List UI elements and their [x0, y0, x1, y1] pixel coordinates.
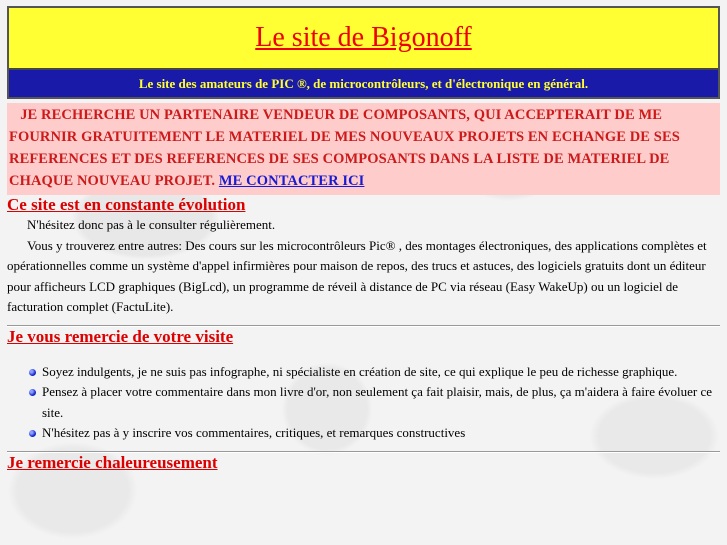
- notice-text: JE RECHERCHE UN PARTENAIRE VENDEUR DE COMPOSANTS, QUI ACCEPTERAIT DE ME FOURNIR GRATUITEMENT LE MATERIEL DE MES NOUVEAUX PROJETS EN ECHANGE DE SES REFERENCES ET DES REFERENCES DE SES COMPOSANTS DANS LA LISTE DE MATERIEL DE CHAQUE NOUVEAU PROJET.: [9, 107, 680, 189]
- list-item: [29, 423, 720, 444]
- blue-ball-bullet-icon: [29, 430, 36, 437]
- section-heading-warm-thanks: Je remercie chaleureusement: [7, 452, 218, 472]
- evolution-paragraph-2: Vous y trouverez entre autres: Des cours sur les microcontrôleurs Pic® , des montages électroniques, des applications complètes et opérationnelles comme un système d'appel infirmières pour maison de repos, des trucs et astuces, des logiciels gratuits dont un éditeur pour afficheurs LCD graphiques (BigLcd), un programme de réveil à distance de PC via réseau (Easy WakeUp) ou un logiciel de facturation complet (FactuLite).: [7, 237, 707, 314]
- evolution-paragraph-1: N'hésitez donc pas à le consulter régulièrement.: [27, 217, 276, 232]
- section-heading-evolution: Ce site est en constante évolution: [7, 195, 246, 214]
- section-heading-thanks: Je vous remercie de votre visite: [7, 326, 234, 346]
- blue-ball-bullet-icon: [29, 389, 36, 396]
- header-title-bar: [9, 8, 718, 70]
- site-header: [7, 6, 720, 99]
- list-item: [29, 362, 720, 383]
- thanks-list: [7, 362, 720, 444]
- contact-link[interactable]: ME CONTACTER ICI: [218, 173, 365, 189]
- partner-notice: [7, 103, 720, 195]
- blue-ball-bullet-icon: [29, 369, 36, 376]
- list-item-text: Pensez à placer votre commentaire dans mon livre d'or, non seulement ça fait plaisir, mais, de plus, ça m'aidera à faire évoluer ce site.: [42, 384, 712, 420]
- header-subtitle: Le site des amateurs de PIC ®, de microcontrôleurs, et d'électronique en général.: [9, 70, 718, 97]
- list-item: [29, 382, 720, 423]
- list-item-text: Soyez indulgents, je ne suis pas infographe, ni spécialiste en création de site, ce qui explique le peu de richesse graphique.: [42, 363, 678, 379]
- list-item-text: N'hésitez pas à y inscrire vos commentaires, critiques, et remarques constructives: [42, 425, 466, 440]
- site-title: Le site de Bigonoff: [255, 22, 472, 53]
